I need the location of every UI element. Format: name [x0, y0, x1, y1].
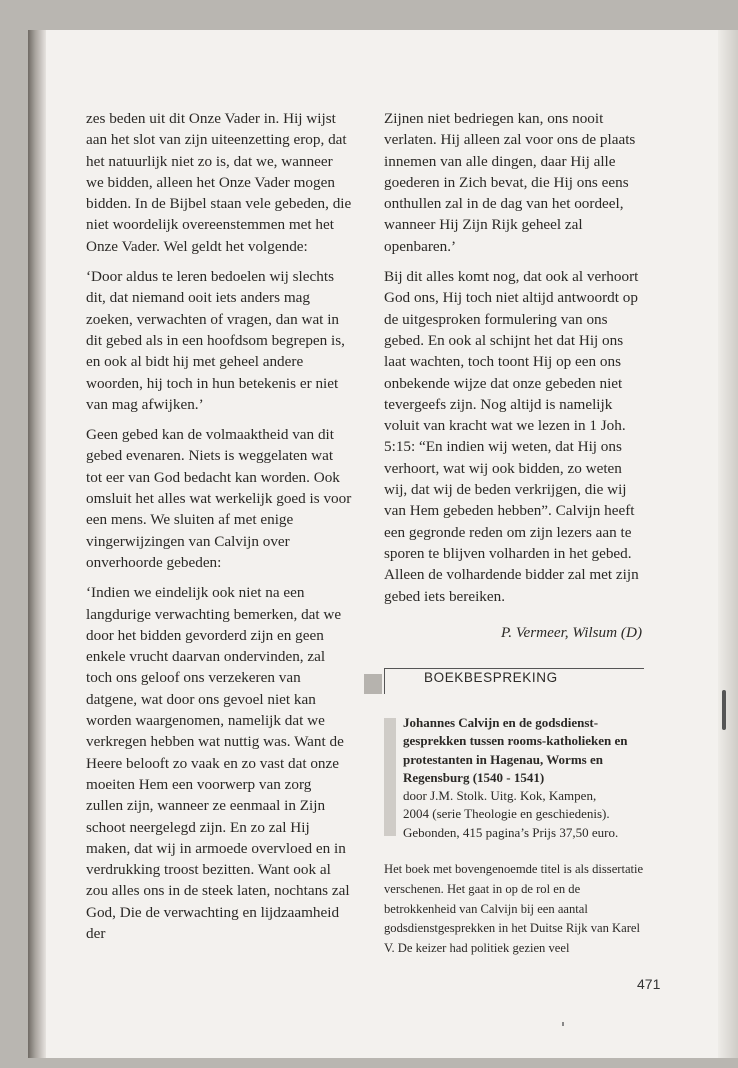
- review-accent-bar: [384, 718, 396, 836]
- review-detail-line: door J.M. Stolk. Uitg. Kok, Kampen,: [403, 788, 597, 804]
- left-column: [86, 108, 352, 953]
- book-review-header: [403, 714, 643, 842]
- section-rule-tick: [384, 668, 385, 694]
- page-edge: [718, 30, 738, 1058]
- section-title: BOEKBESPREKING: [424, 670, 558, 685]
- page-number: 471: [637, 976, 661, 992]
- review-body-text: Het boek met bovengenoemde titel is als dissertatie verschenen. Het gaat in op de rol en de betrokkenheid van Calvijn bij een aantal godsdienstgesprekken in het Duitse Rijk van Karel V. De keizer had politiek gezien veel: [384, 862, 644, 956]
- section-marker: [364, 674, 382, 694]
- quote-paragraph: ‘Door aldus te leren bedoelen wij slechts dit, dat niemand ooit iets anders mag zoeken, verwachten of vragen, dan wat in dit gebed als in een hoofdsom begrepen is, en ook al bidt hij met geheel andere woorden, hij toch in hun betekenis er niet van mag afwijken.’: [86, 268, 345, 413]
- quote-paragraph: Zijnen niet bedriegen kan, ons nooit verlaten. Hij alleen zal voor ons de plaats innemen van alle dingen, daar Hij alle goederen in Zich bevat, die Hij ons eens onthullen zal in de dag van het oordeel, wanneer Hij Zijn Rijk geheel zal openbaren.’: [384, 110, 636, 255]
- edge-smudge: [722, 690, 726, 730]
- review-detail-line: 2004 (serie Theologie en geschiedenis).: [403, 806, 610, 822]
- review-detail-line: Gebonden, 415 pagina’s Prijs 37,50 euro.: [403, 824, 619, 840]
- author-signature: P. Vermeer, Wilsum (D): [500, 624, 642, 641]
- review-book-title: Johannes Calvijn en de godsdienstgesprekken tussen rooms-katholieken en protestanten in Hagenau, Worms en Regensburg (1540 - 1541): [403, 715, 628, 785]
- section-rule: [384, 668, 644, 669]
- quote-paragraph: ‘Indien we eindelijk ook niet na een langdurige verwachting bemerken, dat we door het bidden gevorderd zijn en geen enkele vrucht daarvan ondervinden, zal toch ons geloof ons verzekeren van datgene, wat door ons gevoel niet kan worden waargenomen, namelijk dat we verkregen hebben wat nuttig was. Want de Heere belooft zo vaak en zo vast dat onze moeiten Hem een voorwerp van zorg zullen zijn, wanneer ze eenmaal in Zijn schoot neergelegd zijn. En zo zal Hij maken, dat wij in armoede overvloed en in verdrukking troost bezitten. Want ook al zou alles ons in de steek laten, nochtans zal God, Die de verwachting en lijdzaamheid der: [86, 584, 350, 942]
- page-gutter: [28, 30, 46, 1058]
- paragraph: Geen gebed kan de volmaaktheid van dit gebed evenaren. Niets is weggelaten wat tot eer van God bedacht kan worden. Ook omsluit het alles wat werkelijk goed is voor een mens. We sluiten af met enige vingerwijzingen van Calvijn over onverhoorde gebeden:: [86, 426, 352, 571]
- paragraph: Bij dit alles komt nog, dat ook al verhoort God ons, Hij toch niet altijd antwoordt op de uitgesproken formulering van ons gebed. En ook al schijnt het dat Hij ons laat wachten, toch toont Hij op een ons onbekende wijze dat onze gebeden niet tevergeefs zijn. Nog altijd is namelijk voluit van kracht wat we lezen in 1 Joh. 5:15: “En indien wij weten, dat Hij ons verhoort, wat wij ook bidden, zo weten wij, dat wij de beden verkrijgen, die wij van Hem gebeden hebben”. Calvijn heeft een gegronde reden om zijn lezers aan te sporen te blijven volharden in het gebed. Alleen de volhardende bidder zal met zijn gebed iets bereiken.: [384, 268, 639, 605]
- paragraph: zes beden uit dit Onze Vader in. Hij wijst aan het slot van zijn uiteenzetting erop, dat het natuurlijk niet zo is, dat we, wanneer we bidden, alleen het Onze Vader mogen bidden. In de Bijbel staan vele gebeden, die niet woordelijk overeenstemmen met het Onze Vader. Wel geldt het volgende:: [86, 110, 352, 255]
- right-column: [384, 108, 646, 616]
- paper-speck: [562, 1022, 564, 1026]
